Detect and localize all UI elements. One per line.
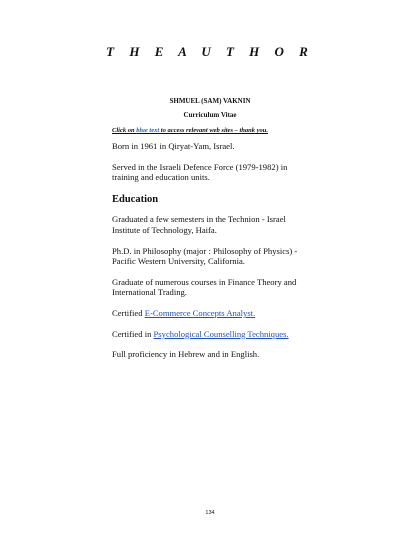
cv-subtitle: Curriculum Vitae bbox=[183, 111, 237, 119]
counselling-cert-link[interactable]: Psychological Counselling Techniques. bbox=[153, 328, 289, 339]
ecommerce-cert-paragraph bbox=[112, 308, 308, 319]
cv-content bbox=[112, 141, 308, 370]
finance-paragraph: Graduate of numerous courses in Finance Theory and International Trading. bbox=[112, 276, 297, 298]
counselling-cert-prefix: Certified in bbox=[112, 328, 154, 339]
note-blue-text: blue text bbox=[136, 127, 160, 134]
note-prefix: Click on bbox=[112, 127, 137, 134]
instruction-note bbox=[112, 127, 268, 134]
author-name: SHMUEL (SAM) VAKNIN bbox=[169, 97, 251, 105]
birth-paragraph: Born in 1961 in Qiryat-Yam, Israel. bbox=[112, 141, 235, 151]
page-title: T H E A U T H O R bbox=[106, 44, 314, 59]
note-suffix: to access relevant web sites – thank you. bbox=[159, 127, 269, 134]
education-heading: Education bbox=[112, 193, 159, 205]
technion-paragraph: Graduated a few semesters in the Technion - Israel Institute of Technology, Haifa. bbox=[112, 214, 286, 235]
phd-paragraph: Ph.D. in Philosophy (major : Philosophy of Physics) - Pacific Western University, California. bbox=[112, 245, 298, 267]
counselling-cert-paragraph bbox=[112, 329, 308, 340]
service-paragraph: Served in the Israeli Defence Force (1979-1982) in training and education units. bbox=[112, 161, 288, 183]
ecommerce-cert-prefix: Certified bbox=[112, 307, 145, 318]
page-number: 134 bbox=[205, 510, 215, 516]
ecommerce-cert-link[interactable]: E-Commerce Concepts Analyst. bbox=[144, 307, 256, 318]
language-paragraph: Full proficiency in Hebrew and in English. bbox=[112, 349, 260, 360]
